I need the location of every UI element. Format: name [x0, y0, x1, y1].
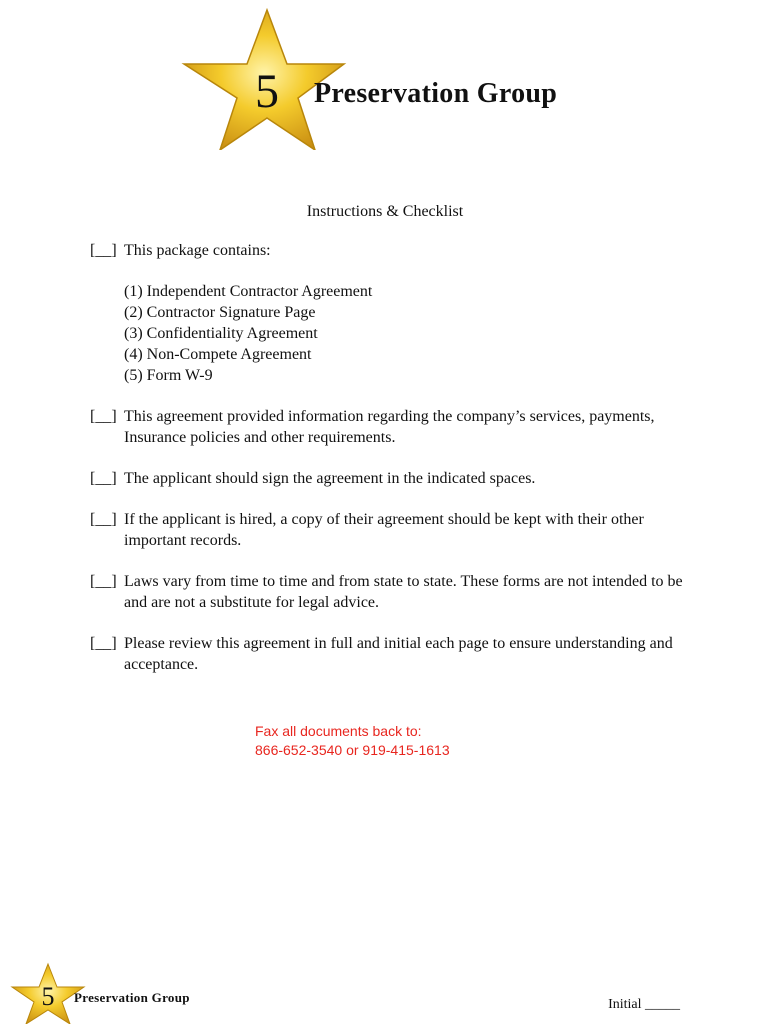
- list-item: (1) Independent Contractor Agreement: [124, 283, 373, 300]
- checklist-item: [90, 633, 690, 675]
- logo-digit: 5: [255, 65, 279, 118]
- list-item: (2) Contractor Signature Page: [124, 304, 316, 321]
- checklist-item-text: If the applicant is hired, a copy of their agreement should be kept with their other important records.: [124, 511, 644, 549]
- checklist-item-text: The applicant should sign the agreement in the indicated spaces.: [124, 470, 536, 487]
- checkbox-blank[interactable]: [__]: [90, 470, 117, 487]
- checkbox-blank[interactable]: [__]: [90, 408, 117, 425]
- checklist-item-package: [90, 240, 690, 261]
- checkbox-blank[interactable]: [__]: [90, 242, 117, 259]
- page-title: Instructions & Checklist: [306, 203, 464, 220]
- footer-logo-company-name: Preservation Group: [74, 990, 190, 1005]
- checkbox-blank[interactable]: [__]: [90, 573, 117, 590]
- checklist-item-text: This agreement provided information regarding the company’s services, payments, Insurance policies and other requirements.: [124, 408, 655, 446]
- checklist-item: [90, 509, 690, 551]
- checklist-item-text: Please review this agreement in full and initial each page to ensure understanding and acceptance.: [124, 635, 673, 673]
- checklist: [90, 240, 690, 675]
- list-item: (3) Confidentiality Agreement: [124, 325, 318, 342]
- list-item: (4) Non-Compete Agreement: [124, 346, 312, 363]
- footer-logo-digit: 5: [41, 982, 55, 1011]
- checklist-item-label: This package contains:: [124, 242, 271, 259]
- list-item: (5) Form W-9: [124, 367, 213, 384]
- checklist-item-text: Laws vary from time to time and from state to state. These forms are not intended to be and are not a substitute for legal advice.: [124, 573, 683, 611]
- logo-company-name: Preservation Group: [314, 78, 558, 109]
- package-contents-list: [124, 281, 690, 386]
- fax-numbers: 866-652-3540 or 919-415-1613: [255, 742, 450, 758]
- initial-field[interactable]: Initial _____: [608, 997, 680, 1012]
- checkbox-blank[interactable]: [__]: [90, 635, 117, 652]
- fax-instructions: [255, 722, 450, 760]
- company-logo: [180, 8, 620, 150]
- checklist-item: [90, 468, 690, 489]
- checklist-item: [90, 406, 690, 448]
- footer-logo: [0, 962, 260, 1024]
- checkbox-blank[interactable]: [__]: [90, 511, 117, 528]
- fax-label: Fax all documents back to:: [255, 723, 422, 739]
- checklist-item: [90, 571, 690, 613]
